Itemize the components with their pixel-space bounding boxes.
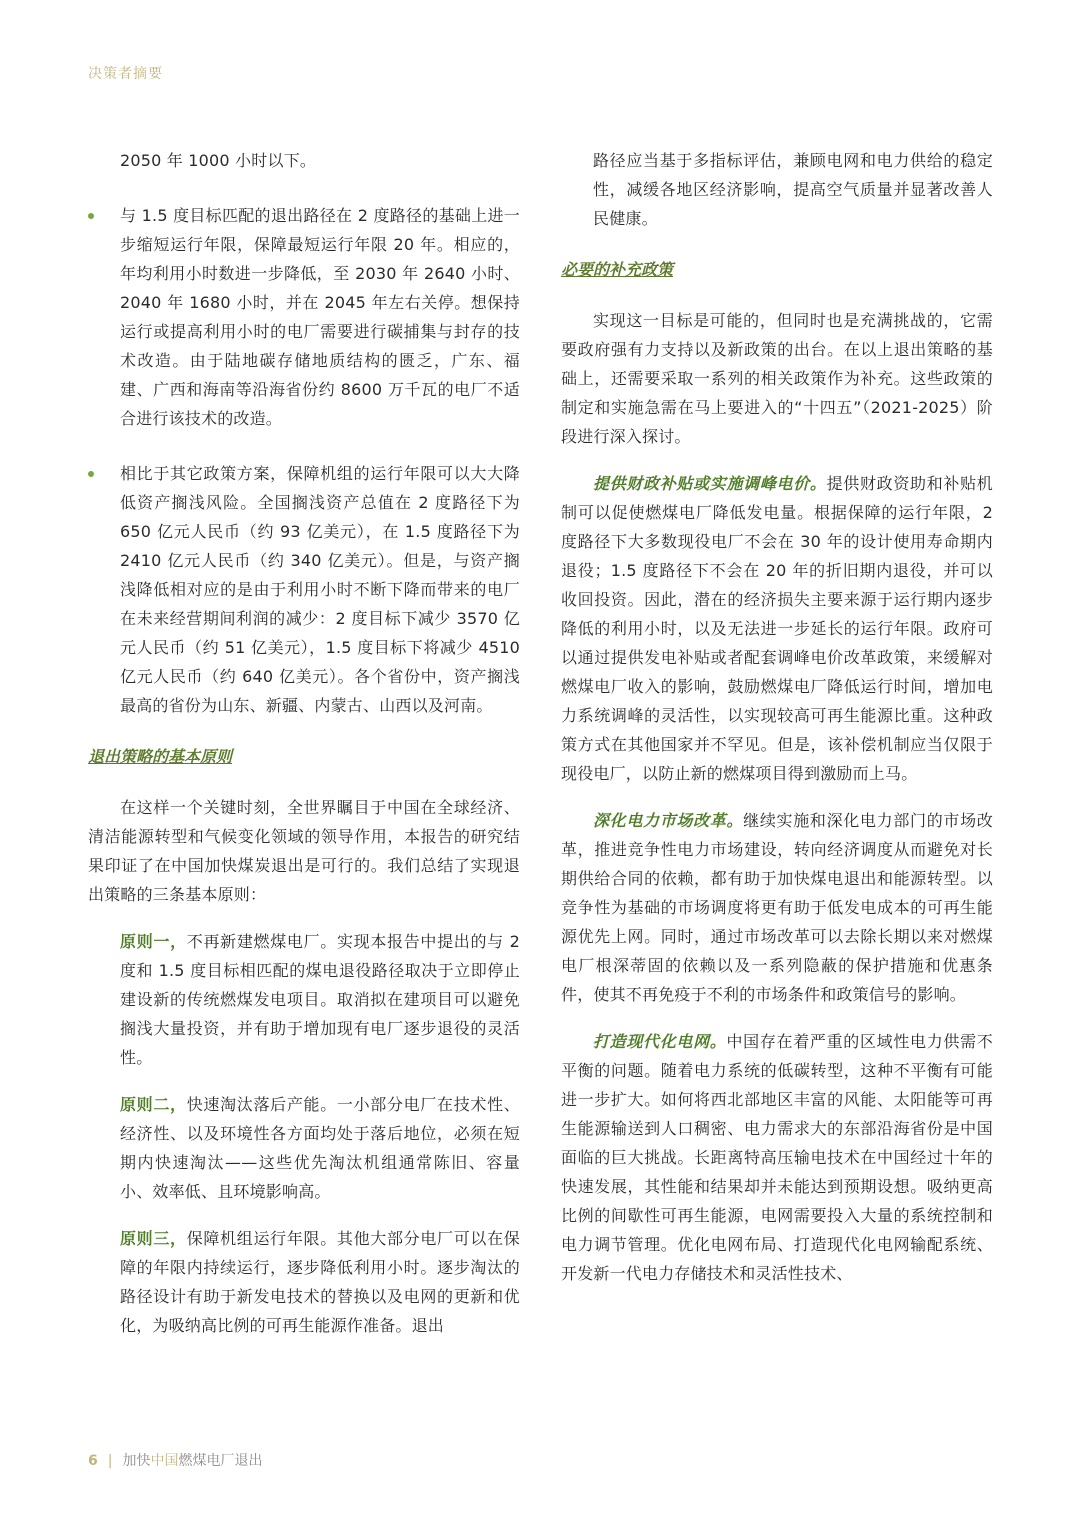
principle-two [88, 1090, 520, 1206]
policy-fiscal-text: 提供财政资助和补贴机制可以促使燃煤电厂降低发电量。根据保障的运行年限，2 度路径下大多数现役电厂不会在 30 年的设计使用寿命期内退役；1.5 度路径下不会在 20 年的折旧期内退役，并可以收回投资。因此，潜在的经济损失主要来源于运行期内逐步降低的利用小时，以及无法进一步延长的运行年限。政府可以通过提供发电补贴或者配套调峰电价改革政策，来缓解对燃煤电厂收入的影响，鼓励燃煤电厂降低运行时间，增加电力系统调峰的灵活性，以实现较高可再生能源比重。这种政策方式在其他国家并不罕见。但是，该补偿机制应当仅限于现役电厂，以防止新的燃煤项目得到激励而上马。 [561, 474, 993, 783]
footer-title-prefix: 加快 [122, 1453, 151, 1469]
bullet-item [88, 201, 520, 433]
principle-three-text: 保障机组运行年限。其他大部分电厂可以在保障的年限内持续运行，逐步降低利用小时。逐步淘汰的路径设计有助于新发电技术的替换以及电网的更新和优化，为吸纳高比例的可再生能源作准备。退出 [120, 1229, 520, 1335]
bullet-text: 相比于其它政策方案，保障机组的运行年限可以大大降低资产搁浅风险。全国搁浅资产总值在 2 度路径下为 650 亿元人民币（约 93 亿美元），在 1.5 度路径下为 2410 亿元人民币（约 340 亿美元）。但是，与资产搁浅降低相对应的是由于利用小时不断下降而带来的电厂在未来经营期间利润的减少：2 度目标下减少 3570 亿元人民币（约 51 亿美元），1.5 度目标下将减少 4510 亿元人民币（约 640 亿美元）。各个省份中，资产搁浅最高的省份为山东、新疆、内蒙古、山西以及河南。 [120, 464, 520, 715]
page-number: 6 [88, 1453, 98, 1469]
principle-two-label: 原则二， [120, 1095, 187, 1114]
footer-title-suffix: 燃煤电厂退出 [178, 1453, 263, 1469]
bullet-dot-icon [88, 213, 94, 219]
principle-one [88, 927, 520, 1072]
policy-fiscal-subsidy [561, 469, 993, 788]
policy-modern-grid [561, 1027, 993, 1288]
footer-divider: | [107, 1453, 113, 1469]
principle-two-text: 快速淘汰落后产能。一小部分电厂在技术性、经济性、以及环境性各方面均处于落后地位，必须在短期内快速淘汰——这些优先淘汰机组通常陈旧、容量小、效率低、且环境影响高。 [120, 1095, 520, 1201]
bullet-text: 与 1.5 度目标匹配的退出路径在 2 度路径的基础上进一步缩短运行年限，保障最短运行年限 20 年。相应的，年均利用小时数进一步降低，至 2030 年 2640 小时、2040 年 1680 小时，并在 2045 年左右关停。想保持运行或提高利用小时的电厂需要进行碳捕集与封存的技术改造。由于陆地碳存储地质结构的匮乏，广东、福建、广西和海南等沿海省份约 8600 万千瓦的电厂不适合进行该技术的改造。 [120, 206, 520, 428]
principle-three [88, 1224, 520, 1340]
principle-one-text: 不再新建燃煤电厂。实现本报告中提出的与 2 度和 1.5 度目标相匹配的煤电退役路径取决于立即停止建设新的传统燃煤发电项目。取消拟在建项目可以避免搁浅大量投资，并有助于增加现有电厂逐步退役的灵活性。 [120, 932, 520, 1067]
principle-three-label: 原则三， [120, 1229, 187, 1248]
left-column [88, 146, 520, 1340]
principle-one-label: 原则一， [120, 932, 187, 951]
policy-grid-label: 打造现代化电网。 [593, 1032, 727, 1051]
policy-grid-text: 中国存在着严重的区域性电力供需不平衡的问题。随着电力系统的低碳转型，这种不平衡有可能进一步扩大。如何将西北部地区丰富的风能、太阳能等可再生能源输送到人口稠密、电力需求大的东部沿海省份是中国面临的巨大挑战。长距离特高压输电技术在中国经过十年的快速发展，其性能和结果却并未能达到预期设想。吸纳更高比例的间歇性可再生能源，电网需要投入大量的系统控制和电力调节管理。优化电网布局、打造现代化电网输配系统、开发新一代电力存储技术和灵活性技术、 [561, 1032, 993, 1283]
section-heading: 退出策略的基本原则 [88, 747, 233, 766]
footer-title-highlight: 中国 [150, 1453, 179, 1469]
page-footer [88, 1450, 262, 1470]
bullet-dot-icon [88, 471, 94, 477]
policy-market-label: 深化电力市场改革。 [593, 811, 744, 830]
section-heading: 必要的补充政策 [561, 260, 674, 279]
policy-market-text: 继续实施和深化电力部门的市场改革，推进竞争性电力市场建设，转向经济调度从而避免对长期供给合同的依赖，都有助于加快煤电退出和能源转型。以竞争性为基础的市场调度将更有助于低发电成本的可再生能源优先上网。同时，通过市场改革可以去除长期以来对燃煤电厂根深蒂固的依赖以及一系列隐蔽的保护措施和优惠条件，使其不再免疫于不利的市场条件和政策信号的影响。 [561, 811, 993, 1004]
policy-market-reform [561, 806, 993, 1009]
intro-paragraph: 实现这一目标是可能的，但同时也是充满挑战的，它需要政府强有力支持以及新政策的出台。在以上退出策略的基础上，还需要采取一系列的相关政策作为补充。这些政策的制定和实施急需在马上要进入的“十四五”（2021-2025）阶段进行深入探讨。 [561, 311, 993, 446]
continued-paragraph: 2050 年 1000 小时以下。 [120, 151, 317, 170]
right-column [561, 146, 993, 1288]
intro-paragraph: 在这样一个关键时刻，全世界瞩目于中国在全球经济、清洁能源转型和气候变化领域的领导作用，本报告的研究结果印证了在中国加快煤炭退出是可行的。我们总结了实现退出策略的三条基本原则： [88, 798, 520, 904]
bullet-item [88, 459, 520, 720]
section-header: 决策者摘要 [88, 66, 163, 82]
continued-paragraph: 路径应当基于多指标评估，兼顾电网和电力供给的稳定性，减缓各地区经济影响，提高空气质量并显著改善人民健康。 [593, 151, 993, 228]
policy-fiscal-label: 提供财政补贴或实施调峰电价。 [593, 474, 827, 493]
